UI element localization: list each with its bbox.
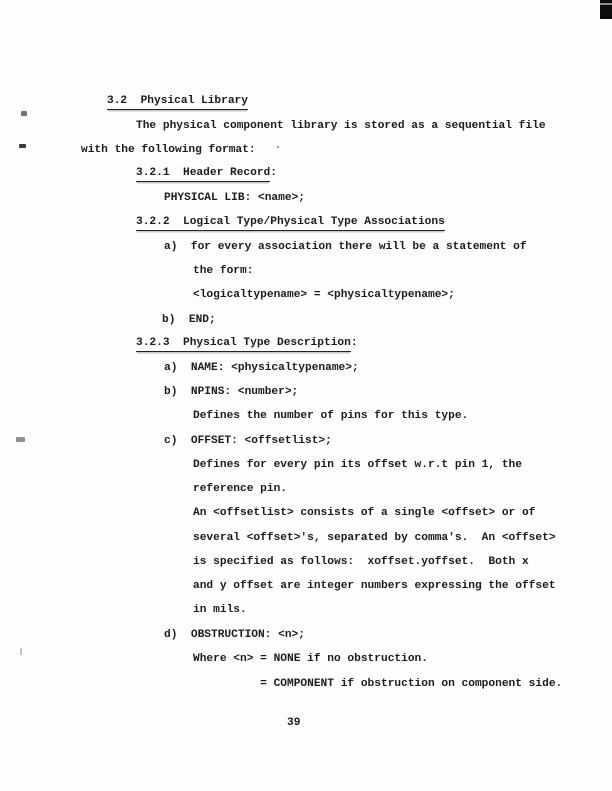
section-heading-text: 3.2 Physical Library: [107, 95, 248, 110]
list-item-body: An <offsetlist> consists of a single <offset> or of: [193, 507, 536, 519]
list-item: c) OFFSET: <offsetlist>;: [164, 435, 332, 447]
section-heading-3-2-1: [136, 167, 277, 182]
list-item-body: reference pin.: [193, 483, 287, 495]
list-item-body: Defines the number of pins for this type.: [193, 410, 469, 422]
page-number: 39: [287, 717, 301, 729]
list-item-body: Where <n> = NONE if no obstruction.: [193, 653, 428, 665]
section-heading-text: 3.2.3 Physical Type Description: [136, 337, 351, 352]
code-line: <logicaltypename> = <physicaltypename>;: [193, 289, 455, 301]
code-line: PHYSICAL LIB: <name>;: [164, 192, 305, 204]
list-item-body: Defines for every pin its offset w.r.t pin 1, the: [193, 459, 522, 471]
scan-speck: [16, 437, 25, 442]
list-item: a) NAME: <physicaltypename>;: [164, 362, 359, 374]
scan-speck: [21, 111, 27, 116]
scan-speck: [277, 146, 279, 148]
list-item-body: the form:: [193, 265, 254, 277]
list-item-body: is specified as follows: xoffset.yoffset. Both x: [193, 556, 529, 568]
list-item: b) END;: [162, 314, 216, 326]
section-heading-3-2-2: [136, 216, 445, 231]
section-heading-tail: :: [350, 337, 358, 349]
list-item-body: in mils.: [193, 604, 247, 616]
section-heading-3-2-3: [136, 337, 358, 352]
list-item: a) for every association there will be a statement of: [164, 241, 527, 253]
scan-corner-mark: [600, 0, 612, 19]
section-heading-3-2: [107, 95, 248, 110]
section-heading-tail: :: [270, 167, 277, 179]
list-item-body: and y offset are integer numbers expressing the offset: [193, 580, 556, 592]
scan-speck: [20, 648, 22, 655]
list-item: d) OBSTRUCTION: <n>;: [164, 629, 305, 641]
section-heading-text: 3.2.1 Header Record: [136, 167, 270, 182]
paragraph-line: The physical component library is stored as a sequential file: [136, 120, 546, 132]
list-item-body: = COMPONENT if obstruction on component side.: [193, 678, 563, 690]
list-item-body: several <offset>'s, separated by comma's. An <offset>: [193, 532, 556, 544]
scan-speck: [19, 144, 26, 148]
paragraph-line: with the following format:: [81, 144, 256, 156]
section-heading-text: 3.2.2 Logical Type/Physical Type Associations: [136, 216, 445, 231]
list-item: b) NPINS: <number>;: [164, 386, 299, 398]
scan-corner-stripe: [600, 3, 612, 5]
